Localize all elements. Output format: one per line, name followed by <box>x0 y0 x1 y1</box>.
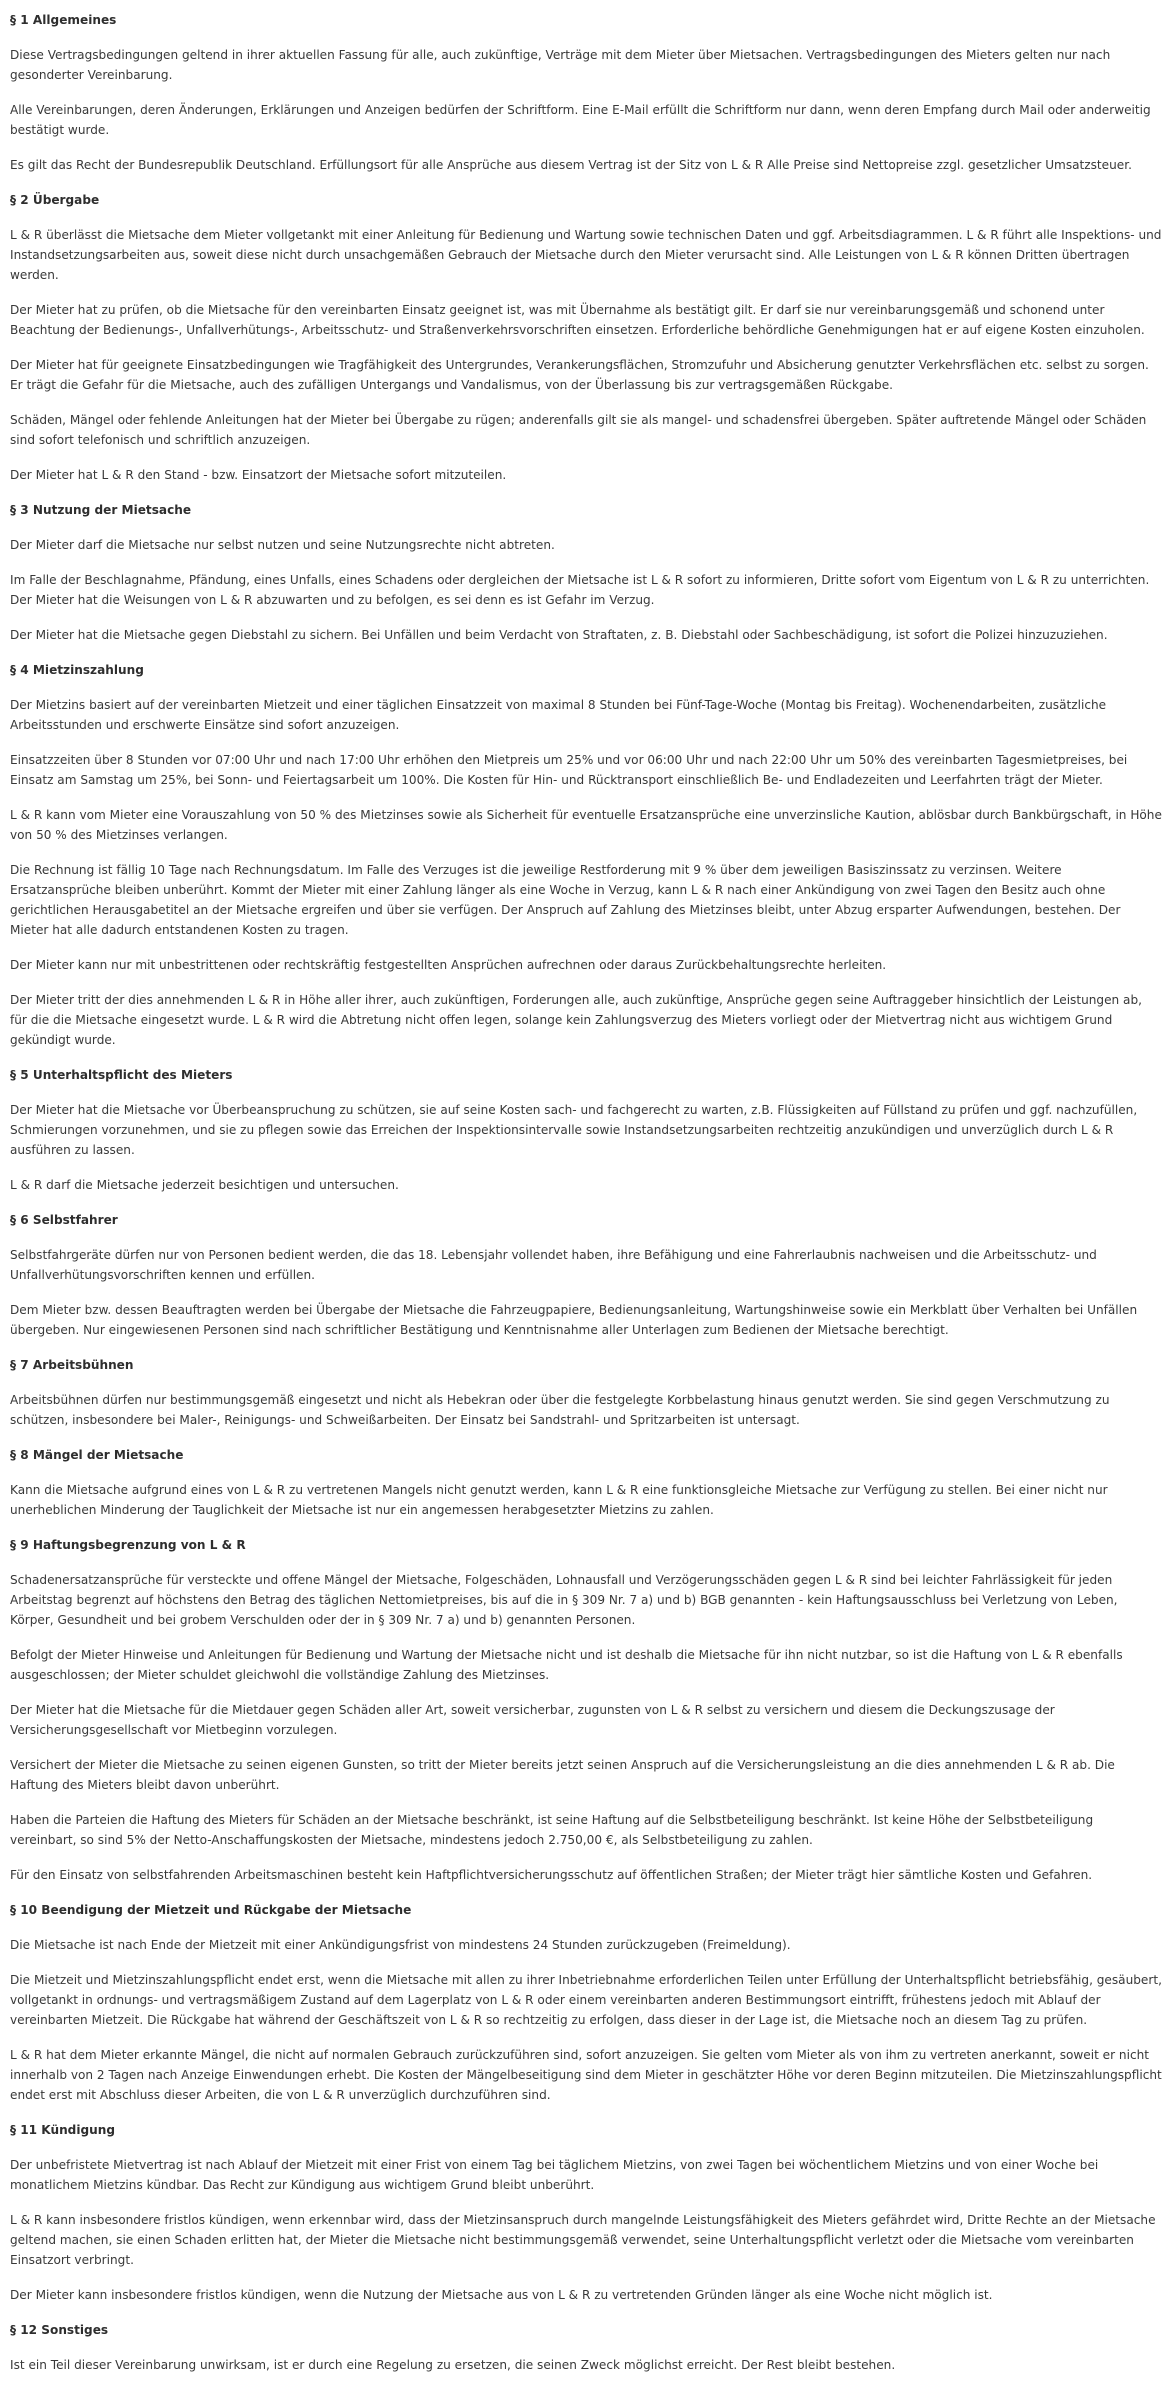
section-heading: § 6 Selbstfahrer <box>10 1213 118 1227</box>
section-heading: § 9 Haftungsbegrenzung von L & R <box>10 1538 246 1552</box>
section-paragraph: Schäden, Mängel oder fehlende Anleitungen hat der Mieter bei Übergabe zu rügen; anderenfalls gilt sie als mangel- und schadensfrei übergeben. Später auftretende Mängel oder Schäden sind sofort telefonisch und schriftlich anzuzeigen. <box>10 413 1147 447</box>
section-paragraph: Befolgt der Mieter Hinweise und Anleitungen für Bedienung und Wartung der Mietsache nicht und ist deshalb die Mietsache für ihn nicht nutzbar, so ist die Haftung von L & R ebenfalls ausgeschlossen; der Mieter schuldet gleichwohl die vollständige Zahlung des Mietzinses. <box>10 1648 1123 1682</box>
section-2 <box>10 190 1162 485</box>
section-paragraph: Der Mieter hat die Mietsache vor Überbeanspruchung zu schützen, sie auf seine Kosten sach- und fachgerecht zu warten, z.B. Flüssigkeiten auf Füllstand zu prüfen und ggf. nachzufüllen, Schmierungen vorzunehmen, und sie zu pflegen sowie das Erreichen der Inspektionsintervalle sowie Instandsetzungsarbeiten rechtzeitig anzukündigen und unverzüglich durch L & R ausführen zu lassen. <box>10 1103 1138 1157</box>
section-heading: § 1 Allgemeines <box>10 13 117 27</box>
section-5 <box>10 1065 1162 1195</box>
section-11 <box>10 2120 1162 2305</box>
section-paragraph: Haben die Parteien die Haftung des Mieters für Schäden an der Mietsache beschränkt, ist seine Haftung auf die Selbstbeteiligung beschränkt. Ist keine Höhe der Selbstbeteiligung vereinbart, so sind 5% der Netto-Anschaffungskosten der Mietsache, mindestens jedoch 2.750,00 €, als Selbstbeteiligung zu zahlen. <box>10 1813 1094 1847</box>
section-8 <box>10 1445 1162 1520</box>
section-heading: § 4 Mietzinszahlung <box>10 663 144 677</box>
section-paragraph: Der Mieter kann nur mit unbestrittenen oder rechtskräftig festgestellten Ansprüchen aufrechnen oder daraus Zurückbehaltungsrechte herleiten. <box>10 958 887 972</box>
section-paragraph: Die Mietzeit und Mietzinszahlungspflicht endet erst, wenn die Mietsache mit allen zu ihrer Inbetriebnahme erforderlichen Teilen unter Erfüllung der Unterhaltspflicht betriebsfähig, gesäubert, vollgetankt in ordnungs- und vertragsmäßigem Zustand auf dem Lagerplatz von L & R oder einem vereinbarten anderen Bestimmungsort eintrifft, frühestens jedoch mit Ablauf der vereinbarten Mietzeit. Die Rückgabe hat während der Geschäftszeit von L & R so rechtzeitig zu erfolgen, dass dieser in der Lage ist, die Mietsache noch an diesem Tag zu prüfen. <box>10 1973 1162 2027</box>
section-paragraph: L & R kann insbesondere fristlos kündigen, wenn erkennbar wird, dass der Mietzinsanspruch durch mangelnde Leistungsfähigkeit des Mieters gefährdet wird, Dritte Rechte an der Mietsache geltend machen, sie einen Schaden erlitten hat, der Mieter die Mietsache nicht bestimmungsgemäß verwendet, seine Unterhaltungspflicht verletzt oder die Mietsache vom vereinbarten Einsatzort verbringt. <box>10 2213 1156 2267</box>
section-paragraph: Es gilt das Recht der Bundesrepublik Deutschland. Erfüllungsort für alle Ansprüche aus diesem Vertrag ist der Sitz von L & R Alle Preise sind Nettopreise zzgl. gesetzlicher Umsatzsteuer. <box>10 158 1132 172</box>
section-paragraph: Der Mieter hat die Mietsache für die Mietdauer gegen Schäden aller Art, soweit versicherbar, zugunsten von L & R selbst zu versichern und diesem die Deckungszusage der Versicherungsgesellschaft vor Mietbeginn vorzulegen. <box>10 1703 1055 1737</box>
section-paragraph: Der unbefristete Mietvertrag ist nach Ablauf der Mietzeit mit einer Frist von einem Tag bei täglichem Mietzins, von zwei Tagen bei wöchentlichem Mietzins und von einer Woche bei monatlichem Mietzins kündbar. Das Recht zur Kündigung aus wichtigem Grund bleibt unberührt. <box>10 2158 1099 2192</box>
section-paragraph: Der Mieter darf die Mietsache nur selbst nutzen und seine Nutzungsrechte nicht abtreten. <box>10 538 555 552</box>
section-paragraph: Der Mieter kann insbesondere fristlos kündigen, wenn die Nutzung der Mietsache aus von L & R zu vertretenden Gründen länger als eine Woche nicht möglich ist. <box>10 2288 993 2302</box>
section-paragraph: Dem Mieter bzw. dessen Beauftragten werden bei Übergabe der Mietsache die Fahrzeugpapiere, Bedienungsanleitung, Wartungshinweise sowie ein Merkblatt über Verhalten bei Unfällen übergeben. Nur eingewiesenen Personen sind nach schriftlicher Bestätigung und Kenntnisnahme aller Unterlagen zum Bedienen der Mietsache berechtigt. <box>10 1303 1138 1337</box>
section-7 <box>10 1355 1162 1430</box>
section-paragraph: Arbeitsbühnen dürfen nur bestimmungsgemäß eingesetzt und nicht als Hebekran oder über die festgelegte Korbbelastung hinaus genutzt werden. Sie sind gegen Verschmutzung zu schützen, insbesondere bei Maler-, Reinigungs- und Schweißarbeiten. Der Einsatz bei Sandstrahl- und Spritzarbeiten ist untersagt. <box>10 1393 1110 1427</box>
section-paragraph: Der Mieter tritt der dies annehmenden L & R in Höhe aller ihrer, auch zukünftigen, Forderungen alle, auch zukünftige, Ansprüche gegen seine Auftraggeber hinsichtlich der Leistungen ab, für die die Mietsache eingesetzt wurde. L & R wird die Abtretung nicht offen legen, solange kein Zahlungsverzug des Mieters vorliegt oder der Mietvertrag nicht aus wichtigem Grund gekündigt wurde. <box>10 993 1142 1047</box>
section-paragraph: Im Falle der Beschlagnahme, Pfändung, eines Unfalls, eines Schadens oder dergleichen der Mietsache ist L & R sofort zu informieren, Dritte sofort vom Eigentum von L & R zu unterrichten. Der Mieter hat die Weisungen von L & R abzuwarten und zu befolgen, es sei denn es ist Gefahr im Verzug. <box>10 573 1150 607</box>
section-paragraph: Einsatzzeiten über 8 Stunden vor 07:00 Uhr und nach 17:00 Uhr erhöhen den Mietpreis um 25% und vor 06:00 Uhr und nach 22:00 Uhr um 50% des vereinbarten Tagesmietpreises, bei Einsatz am Samstag um 25%, bei Sonn- und Feiertagsarbeit um 100%. Die Kosten für Hin- und Rücktransport einschließlich Be- und Endladezeiten und Leerfahrten trägt der Mieter. <box>10 753 1128 787</box>
section-4 <box>10 660 1162 1050</box>
section-paragraph: L & R hat dem Mieter erkannte Mängel, die nicht auf normalen Gebrauch zurückzuführen sind, sofort anzuzeigen. Sie gelten vom Mieter als von ihm zu vertreten anerkannt, soweit er nicht innerhalb von 2 Tagen nach Anzeige Einwendungen erhebt. Die Kosten der Mängelbeseitigung sind dem Mieter in geschätzter Höhe vor deren Beginn mitzuteilen. Die Mietzinszahlungspflicht endet erst mit Abschluss dieser Arbeiten, die von L & R unverzüglich durchzuführen sind. <box>10 2048 1162 2102</box>
section-paragraph: Alle Vereinbarungen, deren Änderungen, Erklärungen und Anzeigen bedürfen der Schriftform. Eine E-Mail erfüllt die Schriftform nur dann, wenn deren Empfang durch Mail oder anderweitig bestätigt wurde. <box>10 103 1151 137</box>
section-paragraph: Selbstfahrgeräte dürfen nur von Personen bedient werden, die das 18. Lebensjahr vollendet haben, ihre Befähigung und eine Fahrerlaubnis nachweisen und die Arbeitsschutz- und Unfallverhütungsvorschriften kennen und erfüllen. <box>10 1248 1097 1282</box>
section-10 <box>10 1900 1162 2105</box>
section-heading: § 7 Arbeitsbühnen <box>10 1358 134 1372</box>
section-paragraph: Der Mieter hat für geeignete Einsatzbedingungen wie Tragfähigkeit des Untergrundes, Verankerungsflächen, Stromzufuhr und Absicherung genutzter Verkehrsflächen etc. selbst zu sorgen. Er trägt die Gefahr für die Mietsache, auch des zufälligen Untergangs und Vandalismus, von der Überlassung bis zur vertragsgemäßen Rückgabe. <box>10 358 1149 392</box>
section-paragraph: Der Mietzins basiert auf der vereinbarten Mietzeit und einer täglichen Einsatzzeit von maximal 8 Stunden bei Fünf-Tage-Woche (Montag bis Freitag). Wochenendarbeiten, zusätzliche Arbeitsstunden und erschwerte Einsätze sind sofort anzuzeigen. <box>10 698 1107 732</box>
section-paragraph: Die Rechnung ist fällig 10 Tage nach Rechnungsdatum. Im Falle des Verzuges ist die jeweilige Restforderung mit 9 % über dem jeweiligen Basiszinssatz zu verzinsen. Weitere Ersatzansprüche bleiben unberührt. Kommt der Mieter mit einer Zahlung länger als eine Woche in Verzug, kann L & R nach einer Ankündigung von zwei Tagen den Besitz auch ohne gerichtlichen Herausgabetitel an der Mietsache ergreifen und über sie verfügen. Der Anspruch auf Zahlung des Mietzinses bleibt, unter Abzug ersparter Aufwendungen, bestehen. Der Mieter hat alle dadurch entstandenen Kosten zu tragen. <box>10 863 1121 937</box>
section-heading: § 5 Unterhaltspflicht des Mieters <box>10 1068 233 1082</box>
section-paragraph: Diese Vertragsbedingungen geltend in ihrer aktuellen Fassung für alle, auch zukünftige, Verträge mit dem Mieter über Mietsachen. Vertragsbedingungen des Mieters gelten nur nach gesonderter Vereinbarung. <box>10 48 1111 82</box>
section-heading: § 12 Sonstiges <box>10 2323 109 2337</box>
section-paragraph: Ist ein Teil dieser Vereinbarung unwirksam, ist er durch eine Regelung zu ersetzen, die seinen Zweck möglichst erreicht. Der Rest bleibt bestehen. <box>10 2358 896 2372</box>
section-paragraph: Der Mieter hat die Mietsache gegen Diebstahl zu sichern. Bei Unfällen und beim Verdacht von Straftaten, z. B. Diebstahl oder Sachbeschädigung, ist sofort die Polizei hinzuzuziehen. <box>10 628 1108 642</box>
section-1 <box>10 10 1162 175</box>
section-paragraph: L & R darf die Mietsache jederzeit besichtigen und untersuchen. <box>10 1178 399 1192</box>
section-heading: § 8 Mängel der Mietsache <box>10 1448 184 1462</box>
section-paragraph: Der Mieter hat L & R den Stand - bzw. Einsatzort der Mietsache sofort mitzuteilen. <box>10 468 507 482</box>
section-heading: § 11 Kündigung <box>10 2123 116 2137</box>
section-paragraph: Kann die Mietsache aufgrund eines von L & R zu vertretenen Mangels nicht genutzt werden, kann L & R eine funktionsgleiche Mietsache zur Verfügung zu stellen. Bei einer nicht nur unerheblichen Minderung der Tauglichkeit der Mietsache ist nur ein angemessen herabgesetzter Mietzins zu zahlen. <box>10 1483 1108 1517</box>
section-paragraph: Für den Einsatz von selbstfahrenden Arbeitsmaschinen besteht kein Haftpflichtversicherungsschutz auf öffentlichen Straßen; der Mieter trägt hier sämtliche Kosten und Gefahren. <box>10 1868 1093 1882</box>
section-3 <box>10 500 1162 645</box>
section-paragraph: Schadenersatzansprüche für versteckte und offene Mängel der Mietsache, Folgeschäden, Lohnausfall und Verzögerungsschäden gegen L & R sind bei leichter Fahrlässigkeit für jeden Arbeitstag begrenzt auf höchstens den Betrag des täglichen Nettomietpreises, bis auf die in § 309 Nr. 7 a) und b) BGB genannten - kein Haftungsausschluss bei Verletzung von Leben, Körper, Gesundheit und bei grobem Verschulden oder der in § 309 Nr. 7 a) und b) genannten Personen. <box>10 1573 1118 1627</box>
section-paragraph: L & R überlässt die Mietsache dem Mieter vollgetankt mit einer Anleitung für Bedienung und Wartung sowie technischen Daten und ggf. Arbeitsdiagrammen. L & R führt alle Inspektions- und Instandsetzungsarbeiten aus, soweit diese nicht durch unsachgemäßen Gebrauch der Mietsache durch den Mieter verursacht sind. Alle Leistungen von L & R können Dritten übertragen werden. <box>10 228 1162 282</box>
section-paragraph: Der Mieter hat zu prüfen, ob die Mietsache für den vereinbarten Einsatz geeignet ist, was mit Übernahme als bestätigt gilt. Er darf sie nur vereinbarungsgemäß und schonend unter Beachtung der Bedienungs-, Unfallverhütungs-, Arbeitsschutz- und Straßenverkehrsvorschriften einsetzen. Erforderliche behördliche Genehmigungen hat er auf eigene Kosten einzuholen. <box>10 303 1145 337</box>
section-heading: § 3 Nutzung der Mietsache <box>10 503 192 517</box>
section-paragraph: L & R kann vom Mieter eine Vorauszahlung von 50 % des Mietzinses sowie als Sicherheit für eventuelle Ersatzansprüche eine unverzinsliche Kaution, ablösbar durch Bankbürgschaft, in Höhe von 50 % des Mietzinses verlangen. <box>10 808 1162 842</box>
section-paragraph: Versichert der Mieter die Mietsache zu seinen eigenen Gunsten, so tritt der Mieter bereits jetzt seinen Anspruch auf die Versicherungsleistung an die dies annehmenden L & R ab. Die Haftung des Mieters bleibt davon unberührt. <box>10 1758 1115 1792</box>
section-6 <box>10 1210 1162 1340</box>
section-9 <box>10 1535 1162 1885</box>
section-12 <box>10 2320 1162 2375</box>
section-paragraph: Die Mietsache ist nach Ende der Mietzeit mit einer Ankündigungsfrist von mindestens 24 Stunden zurückzugeben (Freimeldung). <box>10 1938 791 1952</box>
section-heading: § 10 Beendigung der Mietzeit und Rückgabe der Mietsache <box>10 1903 412 1917</box>
section-heading: § 2 Übergabe <box>10 193 100 207</box>
